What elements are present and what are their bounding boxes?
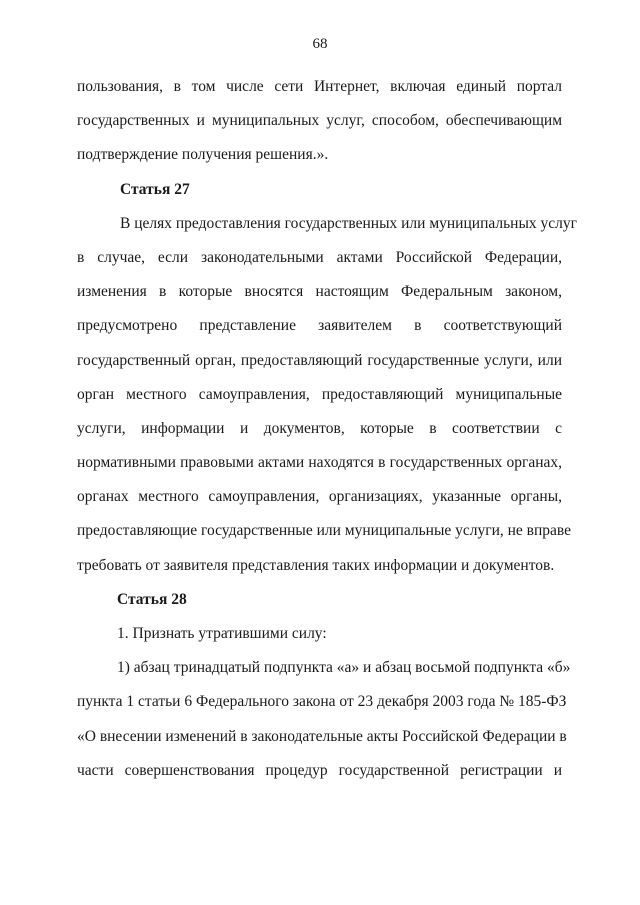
text-line: изменения в которые вносятся настоящим Федеральным законом, <box>77 283 562 301</box>
text-line: пункта 1 статьи 6 Федерального закона от 23 декабря 2003 года № 185-ФЗ <box>77 693 567 711</box>
article-28-heading: Статья 28 <box>117 590 187 608</box>
article-27-heading: Статья 27 <box>120 180 190 198</box>
text-line: предоставляющие государственные или муниципальные услуги, не вправе <box>77 522 572 540</box>
text-line: государственных и муниципальных услуг, способом, обеспечивающим <box>77 112 562 130</box>
text-line: 1) абзац тринадцатый подпункта «а» и абзац восьмой подпункта «б» <box>117 659 571 677</box>
page-number: 68 <box>312 36 328 52</box>
text-line: государственный орган, предоставляющий государственные услуги, или <box>77 351 562 369</box>
document-body <box>77 70 577 788</box>
article-28-item-1: 1. Признать утратившими силу: <box>117 625 327 642</box>
text-line: в случае, если законодательными актами Российской Федерации, <box>77 248 562 266</box>
text-line: орган местного самоуправления, предоставляющий муниципальные <box>77 385 562 403</box>
article-27-paragraph <box>77 207 577 583</box>
text-line: нормативными правовыми актами находятся в государственных органах, <box>77 454 562 472</box>
text-line: предусмотрено представление заявителем в соответствующий <box>77 317 562 335</box>
text-line: В целях предоставления государственных или муниципальных услуг <box>120 214 577 232</box>
text-line: части совершенствования процедур государственной регистрации и <box>77 761 562 779</box>
text-line: органах местного самоуправления, организациях, указанные органы, <box>77 488 562 506</box>
text-line: «О внесении изменений в законодательные акты Российской Федерации в <box>77 727 567 745</box>
text-line: подтверждение получения решения.». <box>77 146 329 164</box>
text-line: услуги, информации и документов, которые в соответствии с <box>77 419 562 437</box>
text-line: пользования, в том числе сети Интернет, включая единый портал <box>77 78 562 95</box>
article-28-subitem-1 <box>77 651 571 788</box>
paragraph-continuation <box>77 70 562 173</box>
text-line: требовать от заявителя представления таких информации и документов. <box>77 556 555 574</box>
